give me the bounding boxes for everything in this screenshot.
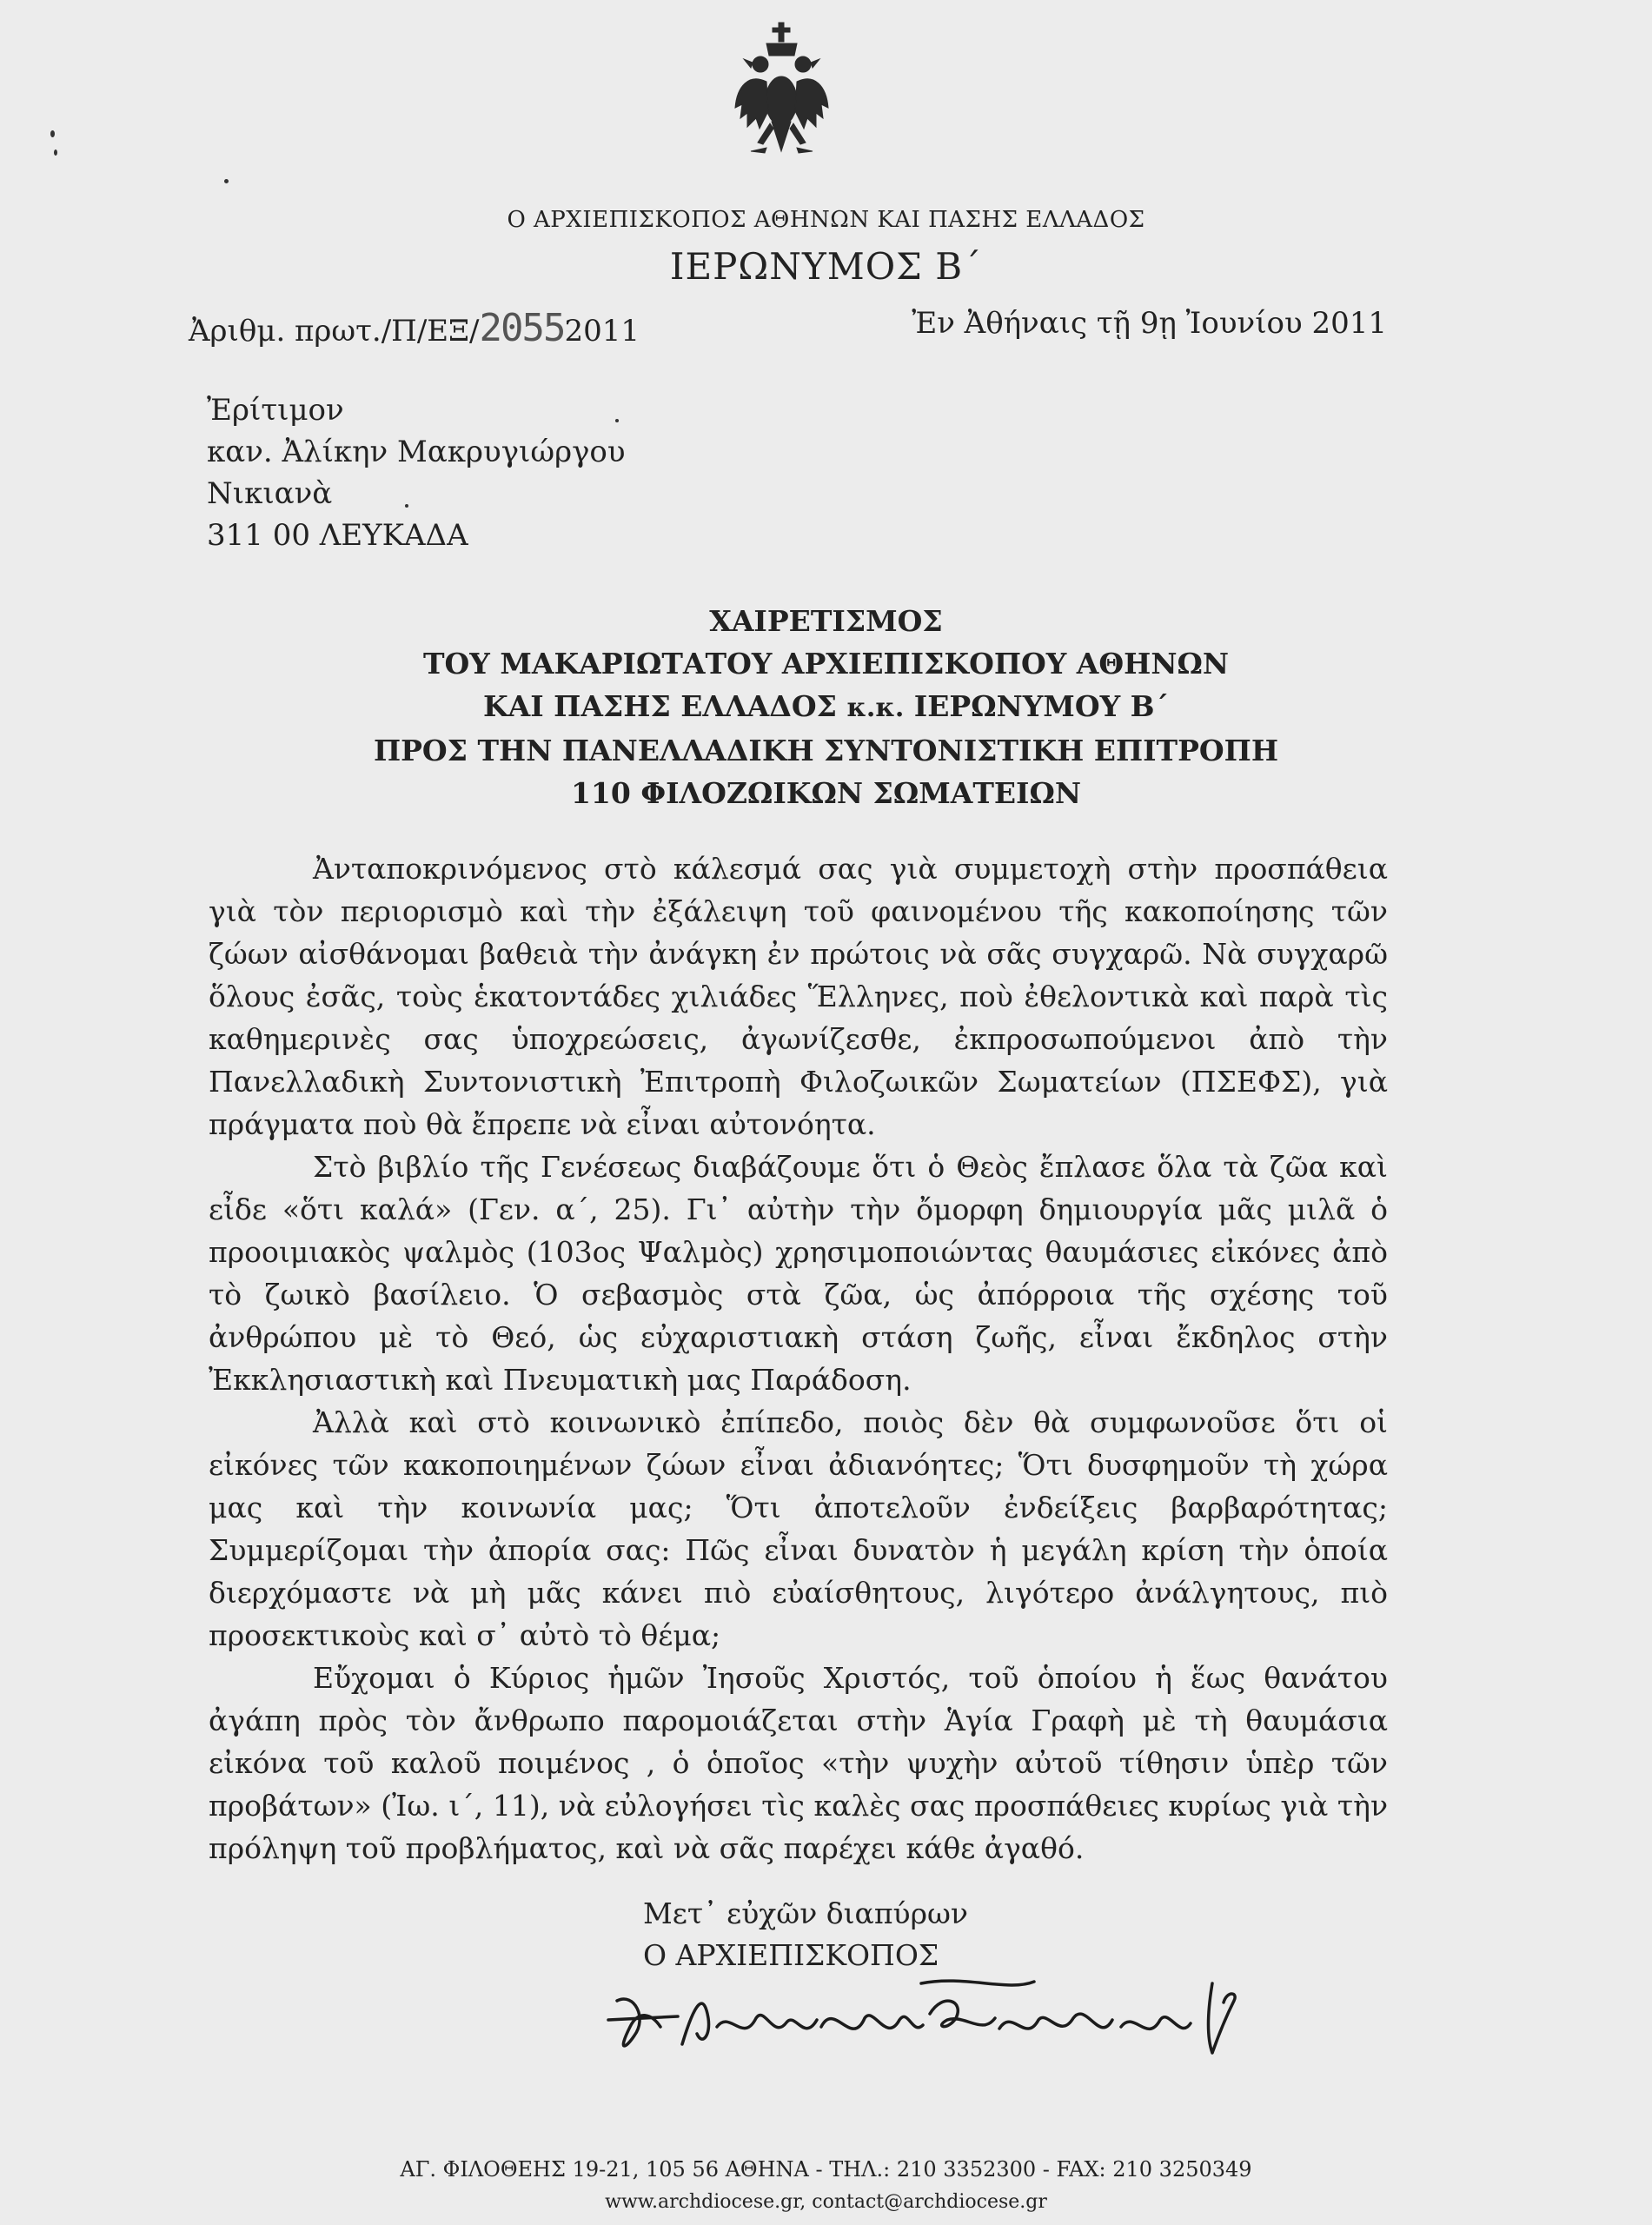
closing-salutation: Μετ᾽ εὐχῶν διαπύρων: [643, 1896, 968, 1930]
double-headed-eagle-icon: [732, 21, 832, 170]
title-line: ΠΡΟΣ ΤΗΝ ΠΑΝΕΛΛΑΔΙΚΗ ΣΥΝΤΟΝΙΣΤΙΚΗ ΕΠΙΤΡΟΠΗ: [373, 734, 1279, 767]
body-paragraph: Στὸ βιβλίο τῆς Γενέσεως διαβάζουμε ὅτι ὁ Θεὸς ἔπλασε ὅλα τὰ ζῶα καὶ εἶδε «ὅτι καλά» (Γεν. α΄, 25). Γι᾽ αὐτὴν τὴν ὄμορφη δημιουργία μᾶς μιλᾶ ὁ προοιμιακὸς ψαλμὸς (103ος Ψαλμὸς) χρησιμοποιώντας θαυμάσιες εἰκόνες ἀπὸ τὸ ζωικὸ βασίλειο. Ὁ σεβασμὸς στὰ ζῶα, ὡς ἀπόρροια τῆς σχέσης τοῦ ἀνθρώπου μὲ τὸ Θεό, ὡς εὐχαριστιακὴ στάση ζωῆς, εἶναι ἔκδηλος στὴν Ἐκκλησιαστικὴ καὶ Πνευματικὴ μας Παράδοση.: [209, 1150, 1388, 1397]
title-line: ΧΑΙΡΕΤΙΣΜΟΣ: [709, 604, 943, 638]
letter-date: Ἐν Ἀθήναις τῇ 9ῃ Ἰουνίου 2011: [912, 306, 1387, 341]
body-paragraph: Ἀλλὰ καὶ στὸ κοινωνικὸ ἐπίπεδο, ποιὸς δὲν θὰ συμφωνοῦσε ὅτι οἱ εἰκόνες τῶν κακοποιημένων ζώων εἶναι ἀδιανόητες; Ὅτι δυσφημοῦν τὴ χώρα μας καὶ τὴν κοινωνία μας; Ὅτι ἀποτελοῦν ἐνδείξεις βαρβαρότητας; Συμμερίζομαι τὴν ἀπορία σας: Πῶς εἶναι δυνατὸν ἡ μεγάλη κρίση τὴν ὁποία διερχόμαστε νὰ μὴ μᾶς κάνει πιὸ εὐαίσθητους, λιγότερο ἀνάλγητους, πιὸ προσεκτικοὺς καὶ σ᾽ αὐτὸ τὸ θέμα;: [209, 1405, 1388, 1652]
header-name: ΙΕΡΩΝΥΜΟΣ Β΄: [669, 245, 983, 288]
title-line-part: κ.κ.: [846, 693, 905, 723]
recipient-line: Ἐρίτιμον: [207, 393, 344, 428]
recipient-line: καν. Ἀλίκην Μακρυγιώργου: [207, 435, 626, 469]
recipient-line: Νικιανὰ: [207, 476, 333, 511]
recipient-address: [207, 389, 626, 556]
protocol-year: 2011: [564, 314, 640, 349]
protocol-prefix: Ἀριθμ. πρωτ./Π/ΕΞ/: [189, 314, 480, 349]
recipient-line: 311 00 ΛΕΥΚΑΔΑ: [207, 518, 468, 553]
closing-title: Ο ΑΡΧΙΕΠΙΣΚΟΠΟΣ: [643, 1938, 939, 1972]
signature: [600, 1966, 1260, 2070]
body-paragraph: Ἀνταποκρινόμενος στὸ κάλεσμά σας γιὰ συμμετοχὴ στὴν προσπάθεια γιὰ τὸν περιορισμὸ καὶ τὴν ἐξάλειψη τοῦ φαινομένου τῆς κακοποίησης τῶν ζώων αἰσθάνομαι βαθειὰ τὴν ἀνάγκη ἐν πρώτοις νὰ σᾶς συγχαρῶ. Νὰ συγχαρῶ ὅλους ἐσᾶς, τοὺς ἑκατοντάδες χιλιάδες Ἕλληνες, ποὺ ἐθελοντικὰ καὶ παρὰ τὶς καθημερινὲς σας ὑποχρεώσεις, ἀγωνίζεσθε, ἐκπροσωπούμενοι ἀπὸ τὴν Πανελλαδικὴ Συντονιστικὴ Ἐπιτροπὴ Φιλοζωικῶν Σωματείων (ΠΣΕΦΣ), γιὰ πράγματα ποὺ θὰ ἔπρεπε νὰ εἶναι αὐτονόητα.: [209, 852, 1388, 1141]
letter-body: [209, 847, 1388, 1870]
letter-title: [0, 600, 1652, 814]
scan-speck: [615, 419, 619, 422]
scan-speck: [405, 504, 408, 508]
scan-speck: [54, 149, 57, 156]
title-line: ΤΟΥ ΜΑΚΑΡΙΩΤΑΤΟΥ ΑΡΧΙΕΠΙΣΚΟΠΟΥ ΑΘΗΝΩΝ: [422, 647, 1230, 681]
body-paragraph: Εὔχομαι ὁ Κύριος ἡμῶν Ἰησοῦς Χριστός, τοῦ ὁποίου ἡ ἕως θανάτου ἀγάπη πρὸς τὸν ἄνθρωπο παρομοιάζεται στὴν Ἁγία Γραφὴ μὲ τὴ θαυμάσια εἰκόνα τοῦ καλοῦ ποιμένος , ὁ ὁποῖος «τὴν ψυχὴν αὐτοῦ τίθησιν ὑπὲρ τῶν προβάτων» (Ἰω. ι΄, 11), νὰ εὐλογήσει τὶς καλὲς σας προσπάθειες κυρίως γιὰ τὴν πρόληψη τοῦ προβλήματος, καὶ νὰ σᾶς παρέχει κάθε ἀγαθό.: [209, 1661, 1388, 1865]
closing-block: [643, 1893, 968, 1976]
protocol-stamp: 2055: [479, 306, 565, 350]
footer-web: www.archdiocese.gr, contact@archdiocese.gr: [605, 2191, 1047, 2213]
title-line: 110 ΦΙΛΟΖΩΙΚΩΝ ΣΩΜΑΤΕΙΩΝ: [570, 776, 1082, 810]
title-line-part: ΙΕΡΩΝΥΜΟΥ Β΄: [913, 689, 1170, 723]
title-line: [0, 685, 1652, 729]
scan-speck: [50, 130, 55, 137]
footer-address: ΑΓ. ΦΙΛΟΘΕΗΣ 19-21, 105 56 ΑΘΗΝΑ - ΤΗΛ.: 210 3352300 - FAX: 210 3250349: [400, 2157, 1252, 2182]
scan-speck: [224, 179, 229, 183]
protocol-number: [189, 306, 640, 350]
header-title: Ο ΑΡΧΙΕΠΙΣΚΟΠΟΣ ΑΘΗΝΩΝ ΚΑΙ ΠΑΣΗΣ ΕΛΛΑΔΟΣ: [507, 207, 1145, 233]
title-line-part: ΚΑΙ ΠΑΣΗΣ ΕΛΛΑΔΟΣ: [482, 689, 837, 723]
